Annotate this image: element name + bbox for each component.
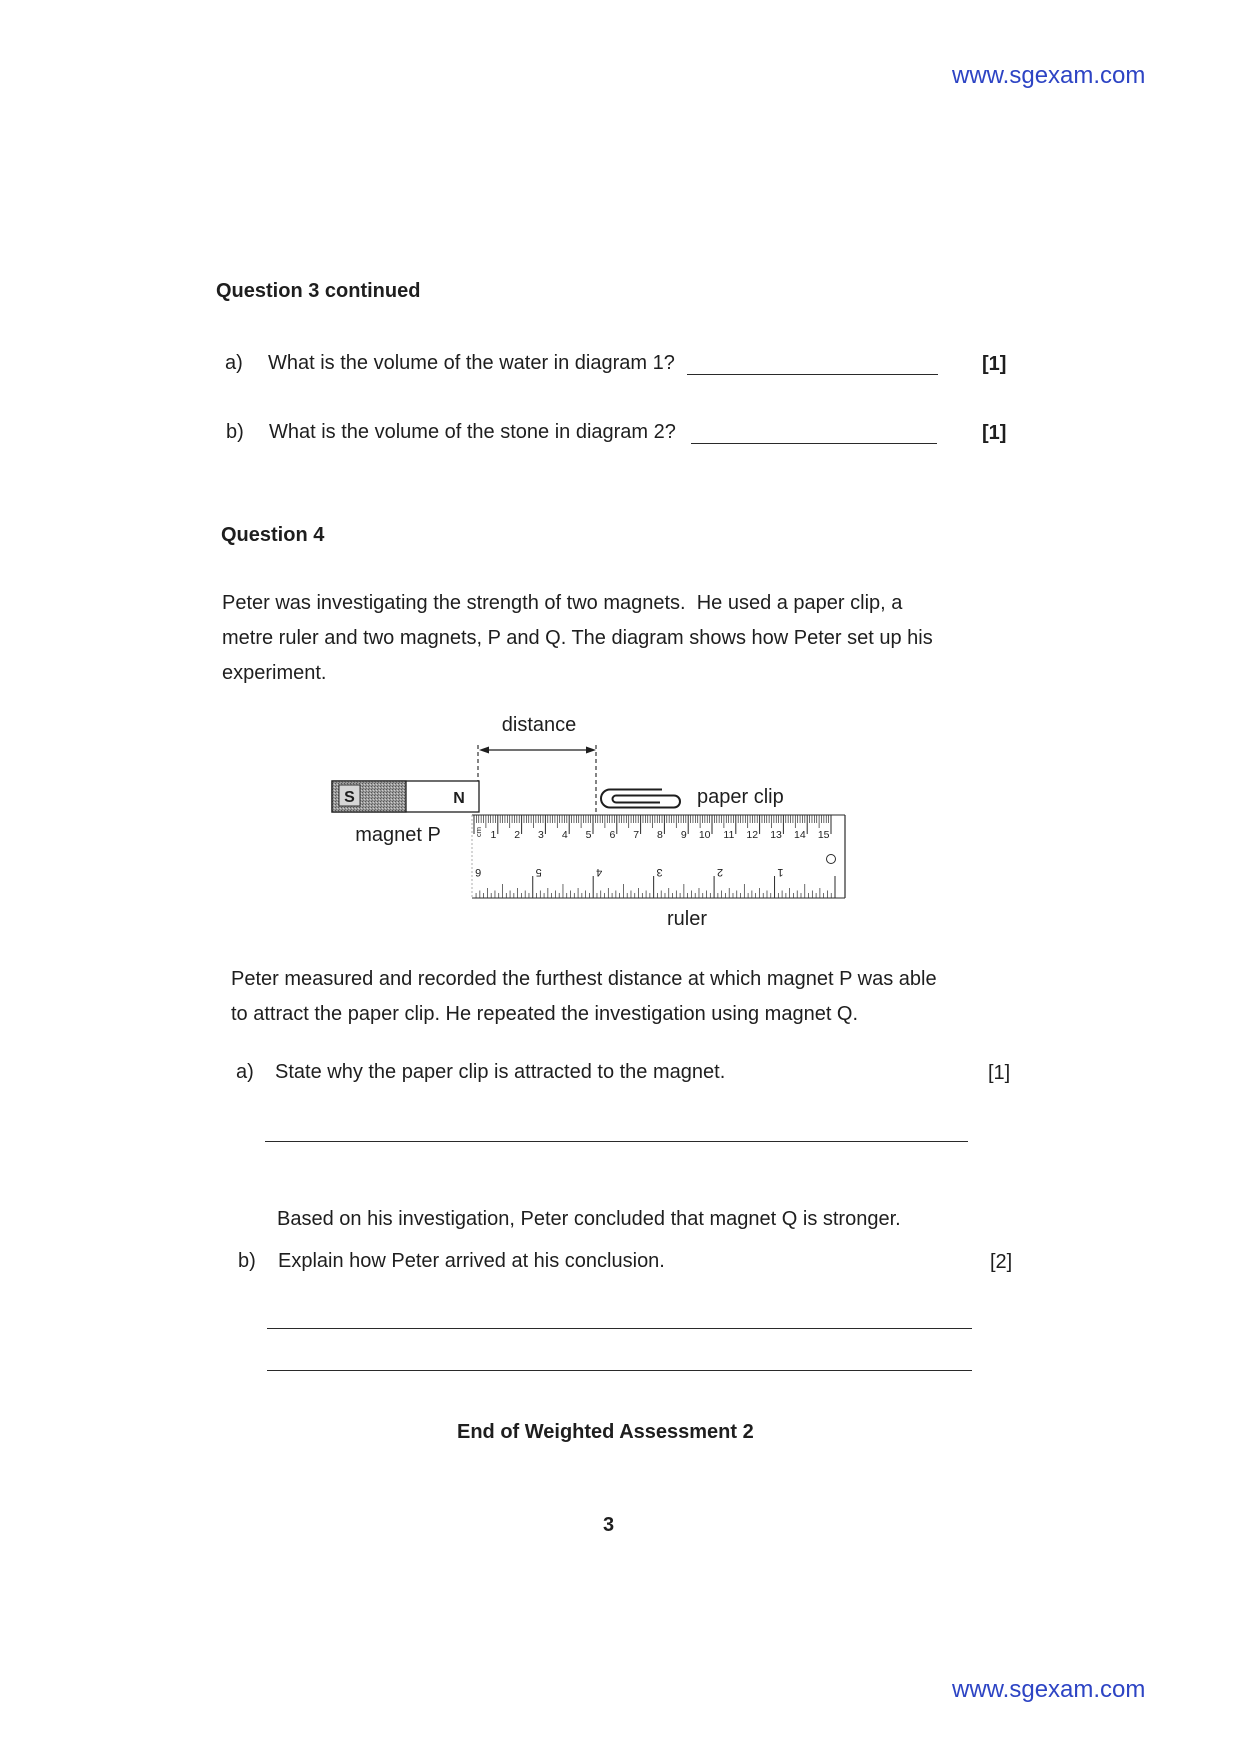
page-number: 3	[603, 1514, 615, 1536]
ruler-inch-label: 1	[777, 866, 784, 878]
question-4a-marks: [1]	[988, 1062, 1011, 1084]
question-4b-label: b)	[238, 1250, 256, 1272]
paper-clip-label: paper clip	[697, 786, 784, 808]
ruler-cm-label: 2	[514, 829, 521, 841]
ruler-scale-marks	[474, 815, 835, 898]
ruler-cm-label: 4	[561, 829, 568, 841]
magnet-diagram-svg	[320, 705, 860, 935]
question-4b-answer-line	[267, 1328, 972, 1329]
question-4-procedure-line: Peter measured and recorded the furthest distance at which magnet P was able	[231, 968, 937, 990]
end-of-assessment-text: End of Weighted Assessment 2	[457, 1421, 754, 1443]
ruler-cm-label: 15	[817, 829, 830, 841]
ruler-cm-label: 10	[698, 829, 711, 841]
ruler-cm-label: 14	[794, 829, 806, 841]
distance-label: distance	[501, 714, 577, 736]
question-4-procedure-line: to attract the paper clip. He repeated the investigation using magnet Q.	[231, 1003, 859, 1025]
ruler-cm-label: 3	[538, 829, 544, 841]
question-4a-answer-line	[265, 1141, 968, 1142]
question-4-intro-line: metre ruler and two magnets, P and Q. The diagram shows how Peter set up his	[222, 627, 933, 649]
watermark-top: www.sgexam.com	[952, 62, 1146, 89]
ruler-cm-label: 11	[723, 829, 735, 841]
question-4b-marks: [2]	[990, 1251, 1013, 1273]
magnet-p-label: magnet P	[355, 824, 441, 846]
magnet-experiment-diagram	[320, 705, 860, 935]
ruler-cm-label: 6	[609, 829, 616, 841]
question-3-heading: Question 3 continued	[216, 280, 421, 302]
ruler-label: ruler	[666, 908, 708, 930]
question-4b-answer-line	[267, 1370, 972, 1371]
question-3a-marks: [1]	[982, 353, 1007, 375]
question-3b-text: What is the volume of the stone in diagram 2?	[269, 421, 676, 443]
question-3a-text: What is the volume of the water in diagram 1?	[268, 352, 675, 374]
question-4a-label: a)	[236, 1061, 254, 1083]
question-4-intro-line: Peter was investigating the strength of two magnets. He used a paper clip, a	[222, 592, 903, 614]
question-3b-label: b)	[226, 421, 244, 443]
ruler-cm-label: 8	[657, 829, 663, 841]
question-4-conclusion: Based on his investigation, Peter concluded that magnet Q is stronger.	[277, 1208, 901, 1230]
magnet-p	[332, 781, 479, 812]
ruler-inch-label: 6	[475, 866, 482, 878]
ruler-inch-label: 2	[716, 866, 724, 878]
ruler-inch-label: 4	[596, 866, 603, 878]
question-4a-text: State why the paper clip is attracted to the magnet.	[275, 1061, 726, 1083]
paper-clip	[601, 790, 680, 808]
ruler-cm-label: 1	[490, 829, 497, 841]
ruler-hanging-hole	[827, 855, 836, 864]
ruler-inch-label: 5	[535, 866, 542, 878]
ruler-cm-label: 13	[770, 829, 782, 841]
question-4-heading: Question 4	[221, 524, 325, 546]
watermark-bottom: www.sgexam.com	[952, 1676, 1146, 1703]
distance-arrowhead-right	[586, 747, 596, 754]
ruler-cm-label: 9	[680, 829, 687, 841]
magnet-north-label: N	[453, 790, 465, 807]
question-3b-answer-line	[691, 443, 937, 444]
question-4-intro-line: experiment.	[222, 662, 327, 684]
ruler-inch-label: 3	[656, 866, 663, 878]
ruler	[472, 815, 845, 898]
magnet-south-label: S	[344, 789, 355, 806]
question-3a-label: a)	[225, 352, 243, 374]
question-3a-answer-line	[687, 374, 938, 375]
distance-arrowhead-left	[479, 747, 489, 754]
ruler-unit-label: cm	[474, 827, 483, 837]
ruler-cm-label: 7	[633, 829, 640, 841]
question-4b-text: Explain how Peter arrived at his conclusion.	[278, 1250, 665, 1272]
ruler-cm-label: 12	[746, 829, 759, 841]
ruler-cm-label: 5	[585, 829, 592, 841]
question-3b-marks: [1]	[982, 422, 1007, 444]
